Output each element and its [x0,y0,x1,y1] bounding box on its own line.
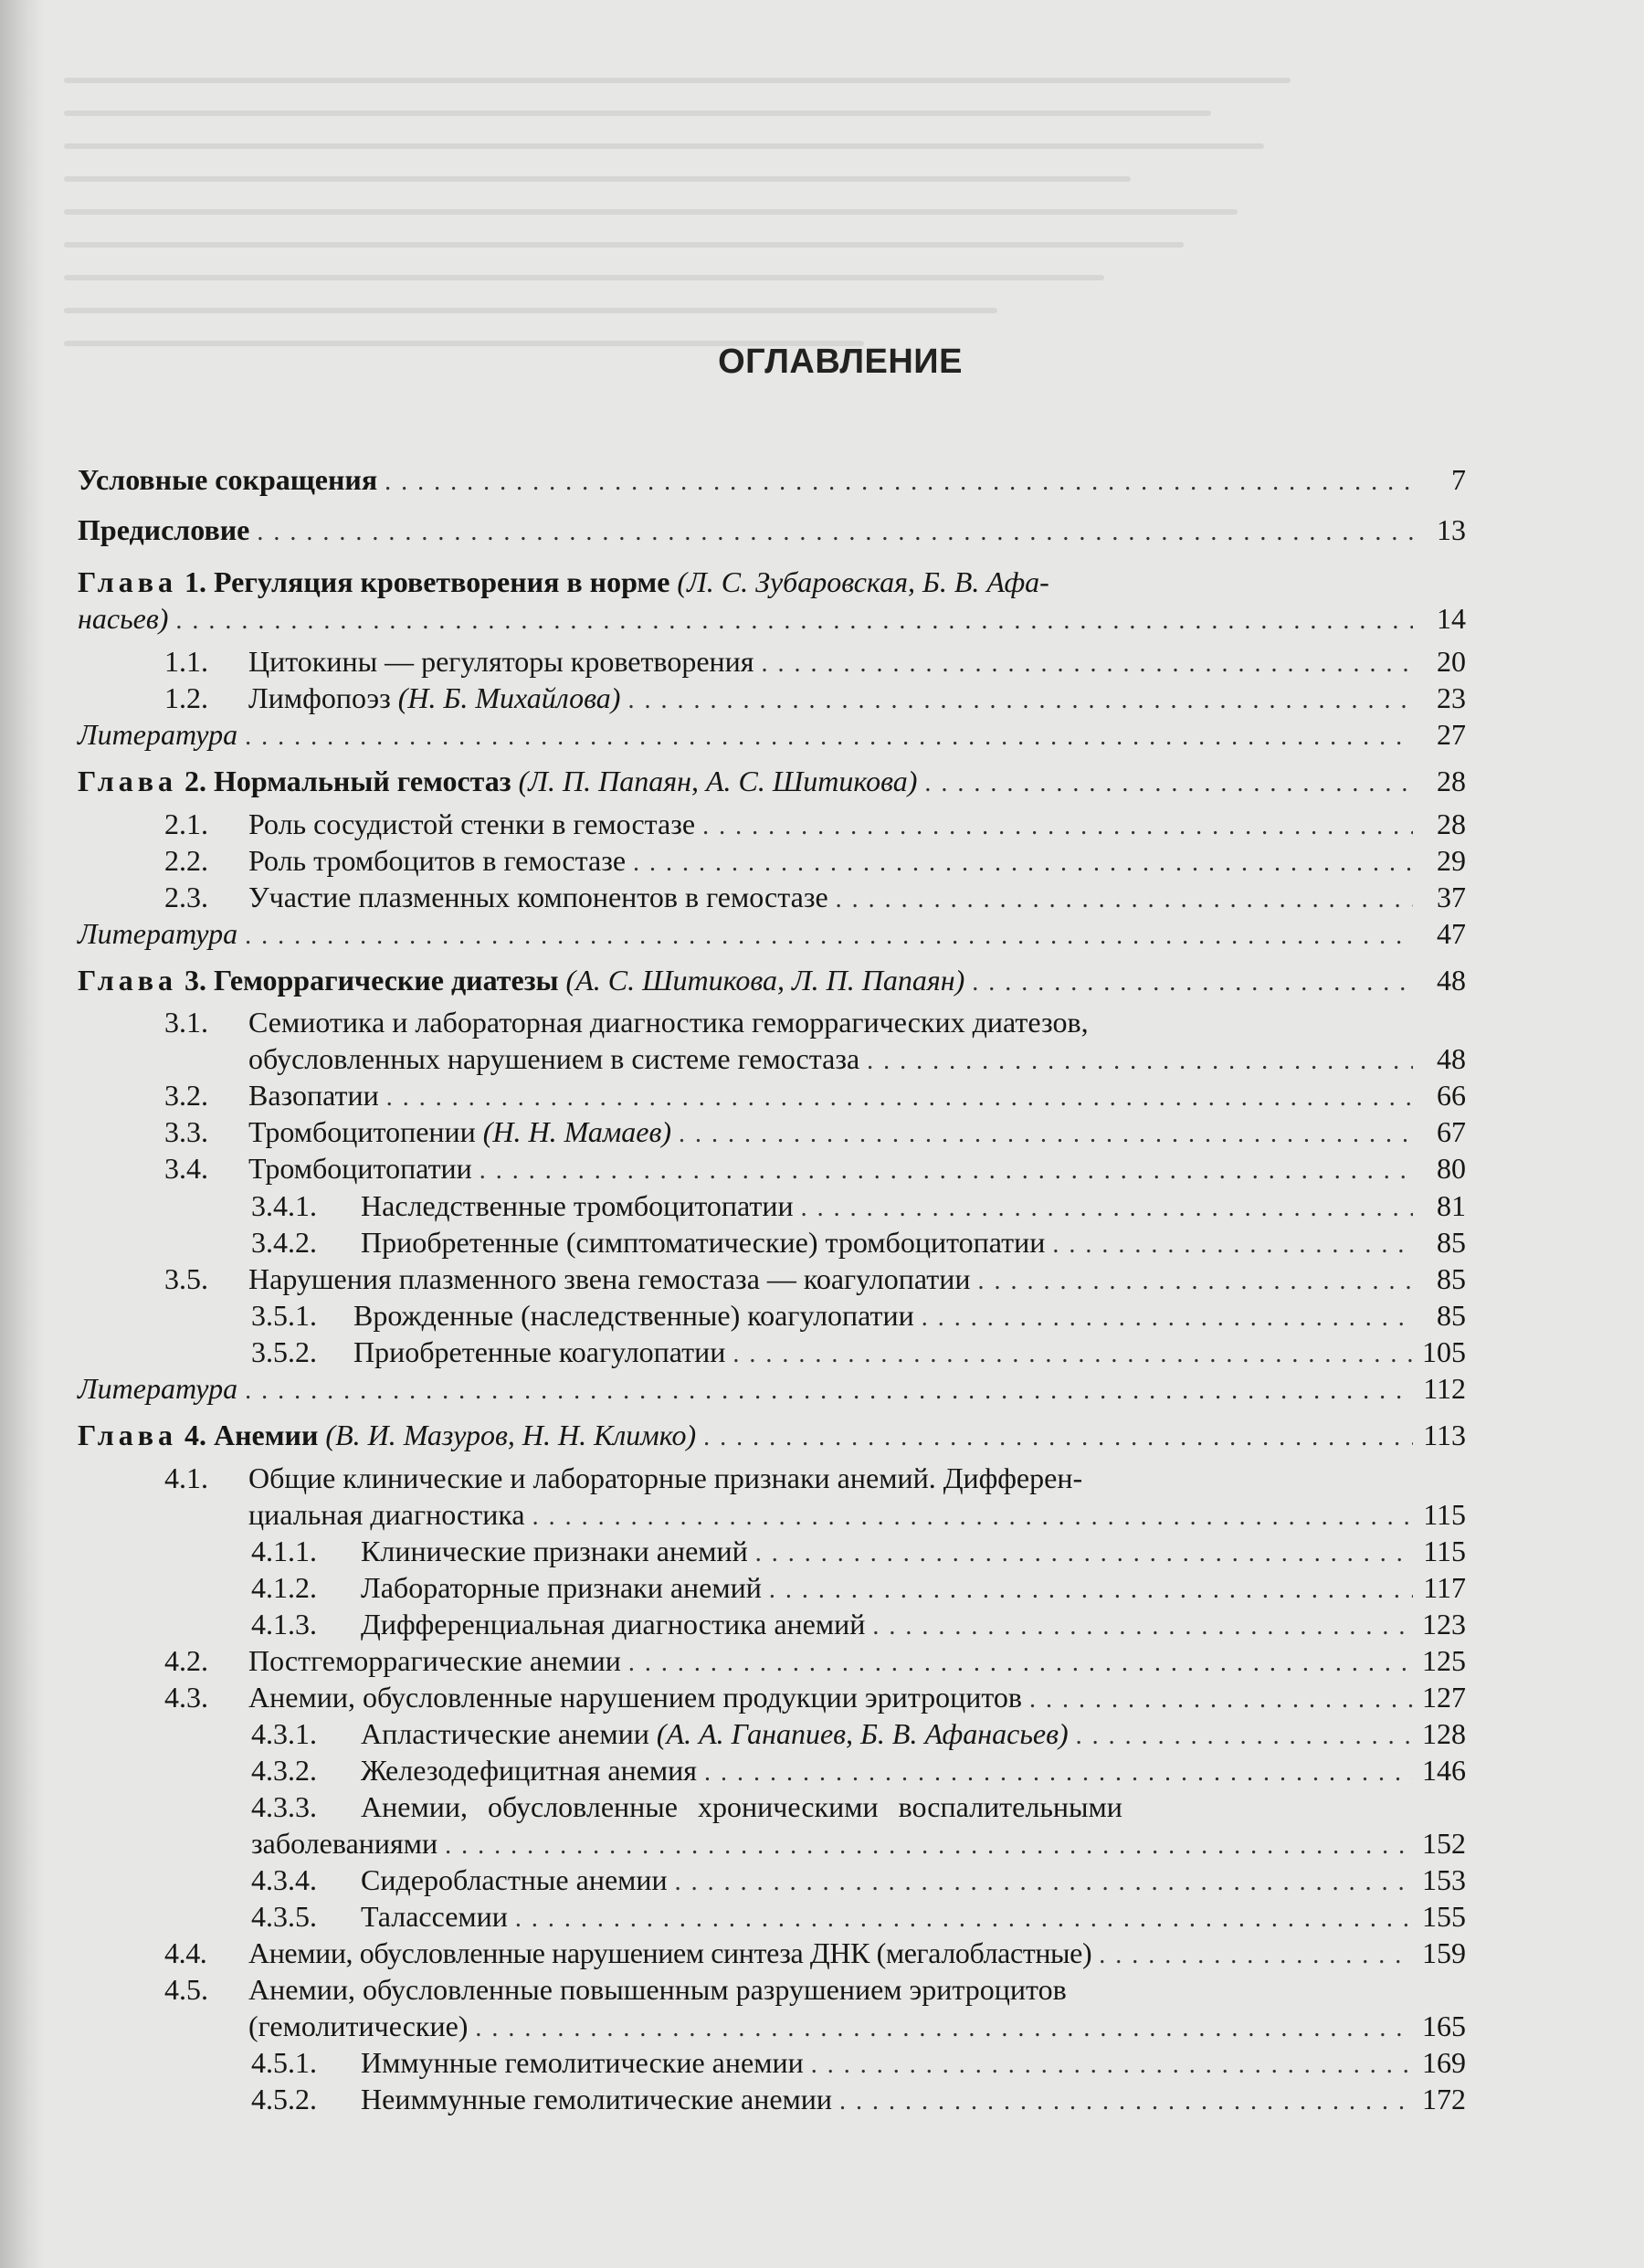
toc-entry[interactable]: 3.2. Вазопатии . . . 66 [164,1077,1466,1113]
toc-entry[interactable]: Условные сокращения . . . 7 [78,461,1466,498]
toc-entry[interactable]: 3.4. Тромбоцитопатии . . . 80 [164,1150,1466,1187]
toc-entry[interactable]: обусловленных нарушением в системе гемостаза . . . 48 [248,1040,1466,1077]
toc-chapter-heading[interactable]: Глава 3. Геморрагические диатезы (А. С. Шитикова, Л. П. Папаян) . . . 48 [78,962,1466,998]
toc-entry[interactable]: 4.3.5. Талассемии . . . 155 [251,1898,1466,1935]
toc-entry[interactable]: 1.2. Лимфопоэз (Н. Б. Михайлова) . . . 23 [164,680,1466,716]
toc-entry[interactable]: 4.1.1. Клинические признаки анемий . . . 115 [251,1533,1466,1569]
toc-entry[interactable]: заболеваниями . . . 152 [251,1825,1466,1862]
toc-entry[interactable]: 4.5.1. Иммунные гемолитические анемии . . . 169 [251,2044,1466,2081]
toc-entry[interactable]: 3.3. Тромбоцитопении (Н. Н. Мамаев) . . . 67 [164,1113,1466,1150]
toc-entry-line[interactable]: 4.5. Анемии, обусловленные повышенным разрушением эритроцитов [164,1973,1067,2006]
toc-chapter-heading[interactable]: Глава 2. Нормальный гемостаз (Л. П. Папаян, А. С. Шитикова) . . . 28 [78,763,1466,799]
toc-entry[interactable]: 4.3.1. Апластические анемии (А. А. Ганапиев, Б. В. Афанасьев) . . . 128 [251,1715,1466,1752]
toc-entry[interactable]: 3.4.1. Наследственные тромбоцитопатии . . . 81 [251,1187,1466,1224]
toc-entry[interactable]: 4.1.2. Лабораторные признаки анемий . . . 117 [251,1569,1466,1606]
toc-entry[interactable]: 4.5.2. Неиммунные гемолитические анемии . . . 172 [251,2081,1466,2117]
toc-entry-line[interactable]: 4.1. Общие клинические и лабораторные признаки анемий. Дифферен- [164,1461,1083,1494]
toc-chapter-heading[interactable]: Глава 4. Анемии (В. И. Мазуров, Н. Н. Климко) . . . 113 [78,1417,1466,1453]
toc-entry[interactable]: (гемолитические) . . . 165 [248,2008,1466,2044]
toc-entry-line[interactable]: 3.1. Семиотика и лабораторная диагностика геморрагических диатезов, [164,1006,1089,1039]
toc-entry[interactable]: 4.3. Анемии, обусловленные нарушением продукции эритроцитов . . . 127 [164,1679,1466,1715]
toc-entry[interactable]: Литература . . . 47 [78,915,1466,952]
toc-entry[interactable]: насьев) . . . 14 [78,600,1466,637]
page-title: ОГЛАВЛЕНИЕ [718,343,963,381]
toc-entry[interactable]: циальная диагностика . . . 115 [248,1496,1466,1533]
toc-entry[interactable]: Литература . . . 27 [78,716,1466,753]
toc-entry[interactable]: 3.4.2. Приобретенные (симптоматические) тромбоцитопатии . . . 85 [251,1224,1466,1261]
toc-entry[interactable]: Предисловие . . . 13 [78,512,1466,548]
toc-entry[interactable]: 2.2. Роль тромбоцитов в гемостазе . . . 29 [164,842,1466,879]
toc-chapter-heading[interactable]: Глава 1. Регуляция кроветворения в норме (Л. С. Зубаровская, Б. В. Афа- [78,565,1049,598]
toc-entry[interactable]: 4.2. Постгеморрагические анемии . . . 125 [164,1642,1466,1679]
toc-entry[interactable]: 2.1. Роль сосудистой стенки в гемостазе . . . 28 [164,806,1466,842]
toc-entry[interactable]: 3.5.2. Приобретенные коагулопатии . . . 105 [251,1334,1466,1370]
toc-entry-line[interactable]: 4.3.3. Анемии, обусловленные хроническими воспалительными [251,1790,1122,1823]
toc-entry[interactable]: Литература . . . 112 [78,1370,1466,1407]
toc-entry[interactable]: 4.3.4. Сидеробластные анемии . . . 153 [251,1862,1466,1898]
toc-entry[interactable]: 4.1.3. Дифференциальная диагностика анемий . . . 123 [251,1606,1466,1642]
toc-entry[interactable]: 1.1. Цитокины — регуляторы кроветворения . . . 20 [164,643,1466,680]
toc-entry[interactable]: 4.3.2. Железодефицитная анемия . . . 146 [251,1752,1466,1788]
toc-entry[interactable]: 3.5.1. Врожденные (наследственные) коагулопатии . . . 85 [251,1297,1466,1334]
toc-entry[interactable]: 2.3. Участие плазменных компонентов в гемостазе . . . 37 [164,879,1466,915]
toc-entry[interactable]: 3.5. Нарушения плазменного звена гемостаза — коагулопатии . . . 85 [164,1261,1466,1297]
toc-entry[interactable]: 4.4. Анемии, обусловленные нарушением синтеза ДНК (мегалобластные) . . . 159 [164,1935,1466,1971]
